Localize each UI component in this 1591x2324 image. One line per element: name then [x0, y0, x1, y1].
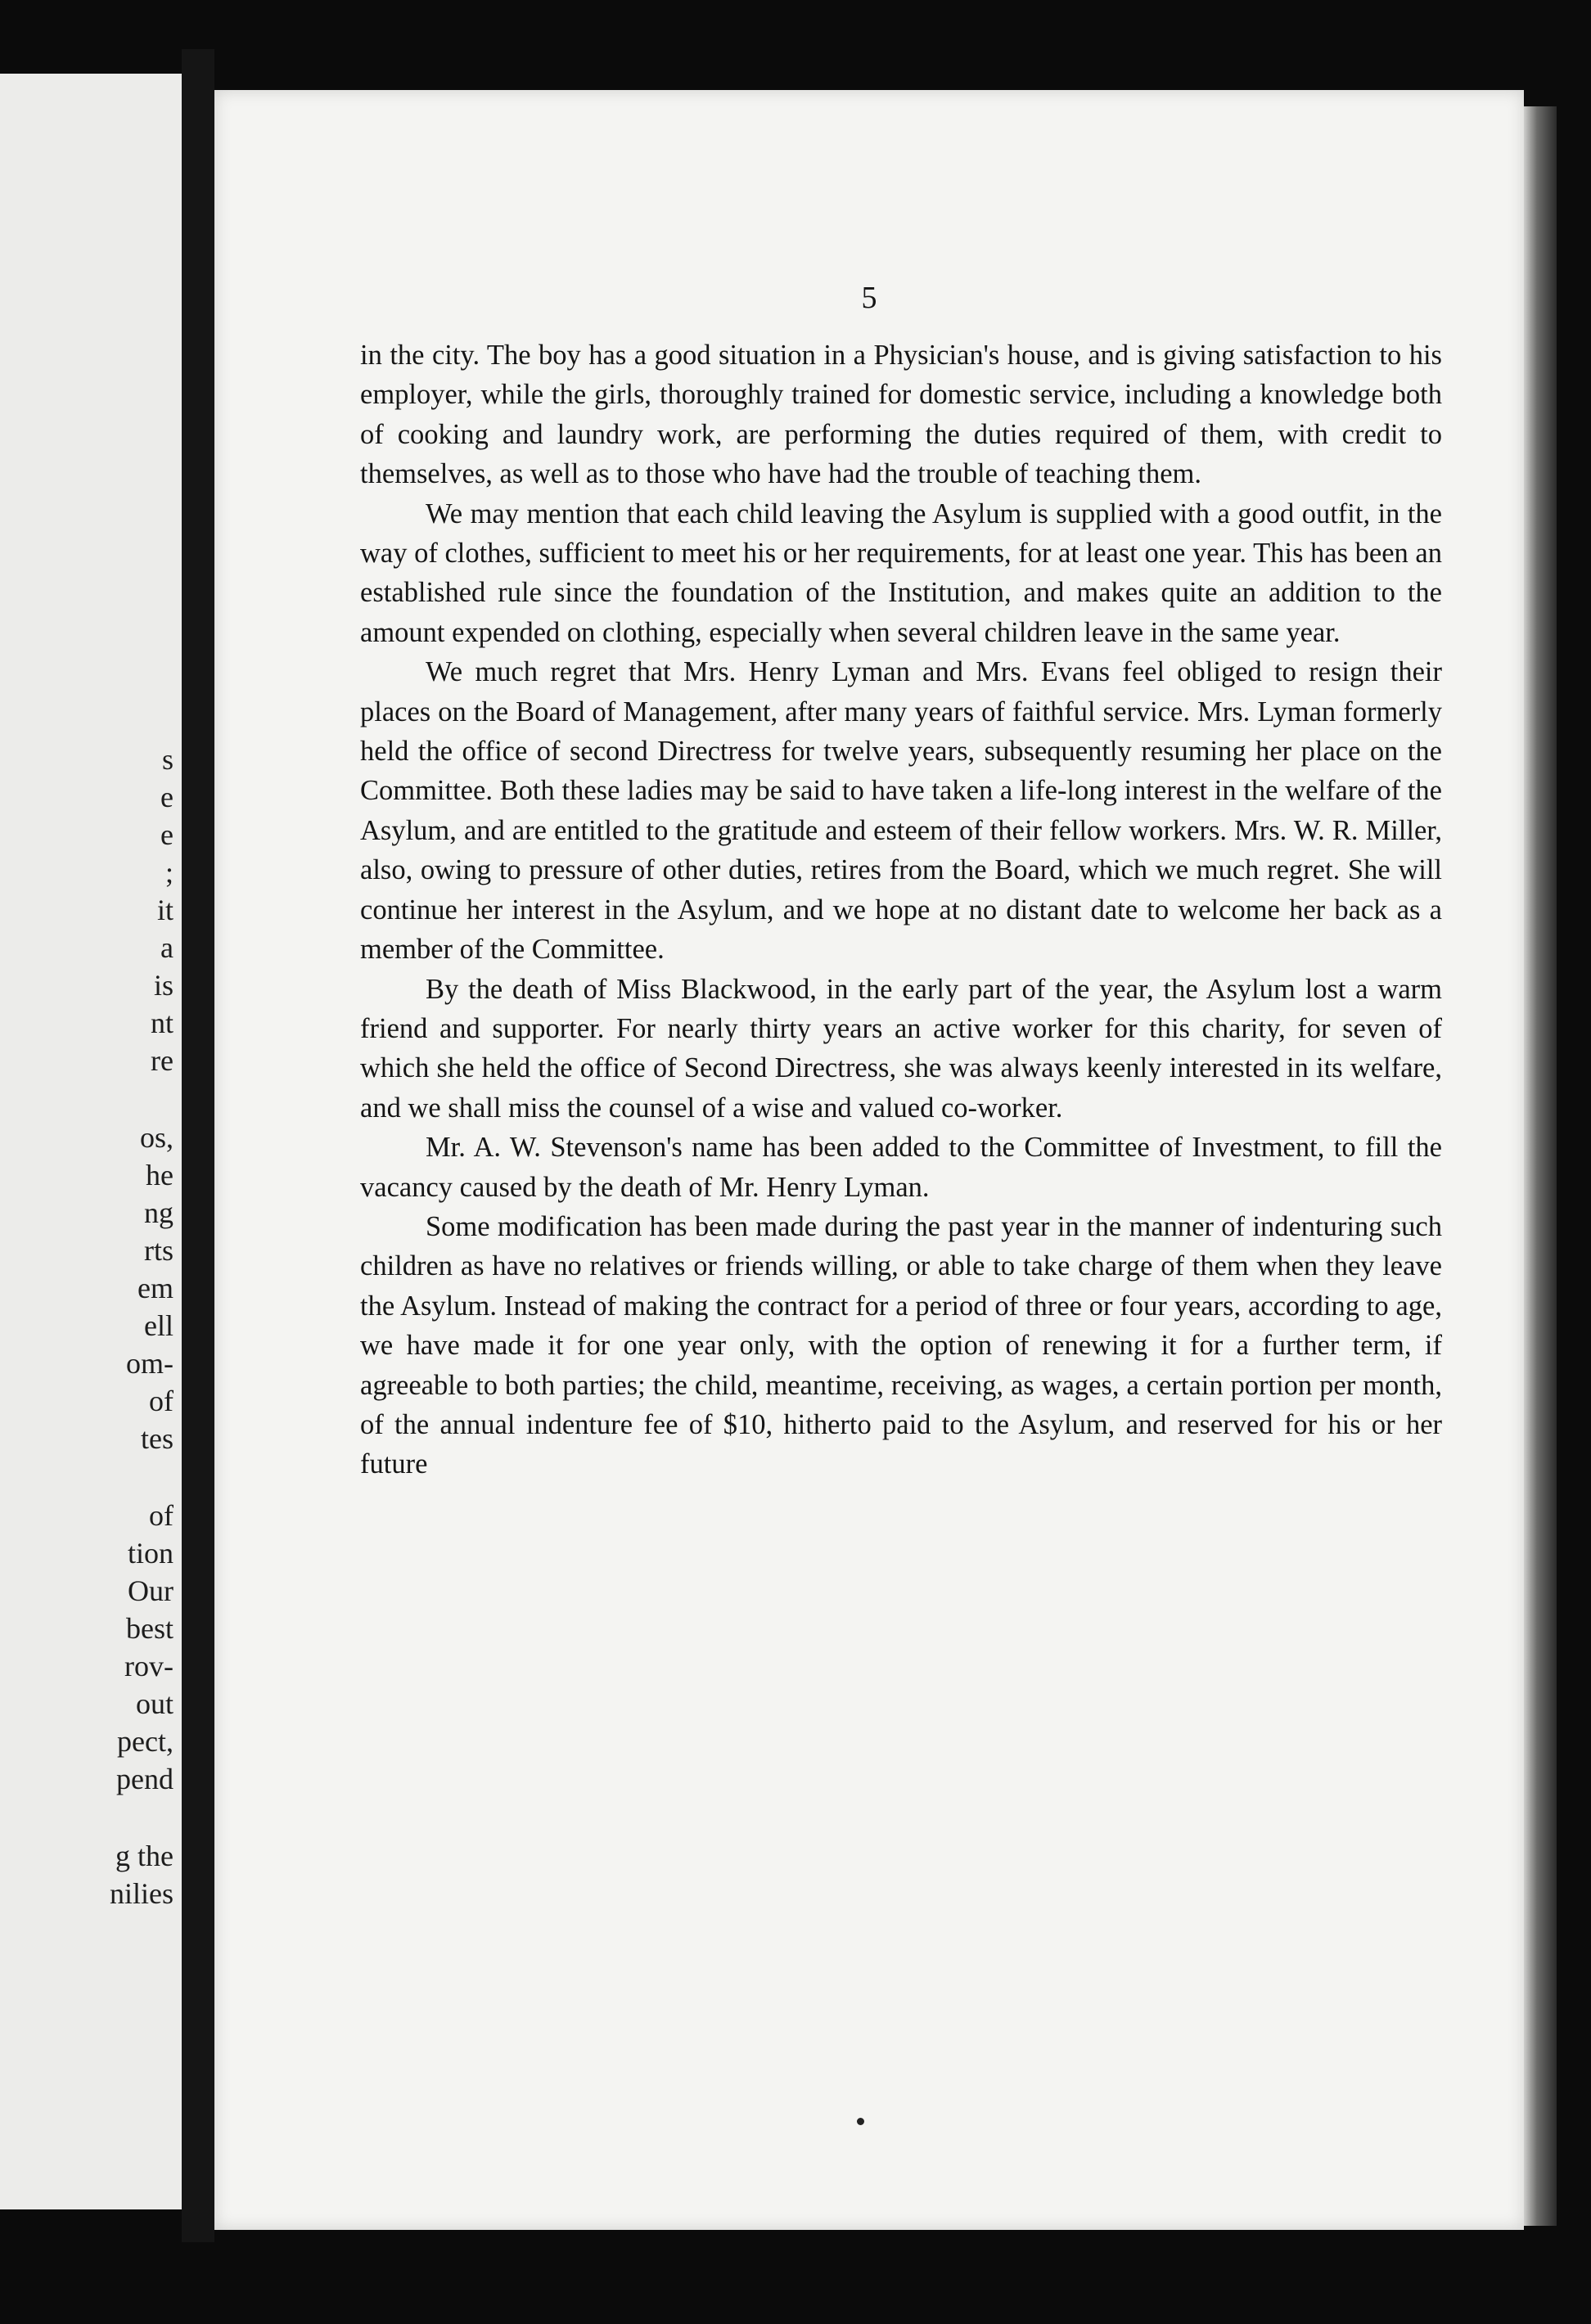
left-page-fragment: nt: [150, 1007, 174, 1039]
paragraph: By the death of Miss Blackwood, in the early part of the year, the Asylum lost a warm friend and supporter. For nearly thirty years an active worker for this charity, for seven of which she held the office of Second Directress, she was always keenly interested in its welfare, and we shall miss the counsel of a wise and valued co-worker.: [360, 973, 1442, 1124]
left-page-fragment: Our: [128, 1574, 174, 1607]
left-page-fragment: rts: [144, 1234, 174, 1267]
left-page-fragment: best: [126, 1612, 174, 1645]
left-page-fragment: pect,: [117, 1725, 174, 1758]
paragraph: We may mention that each child leaving the Asylum is supplied with a good outfit, in the way of clothes, sufficient to meet his or her requirements, for at least one year. This has been an established rule since the foundation of the Institution, and makes quite an addition to the amount expended on clothing, especially when several children leave in the same year.: [360, 498, 1442, 648]
left-page-fragment: om-: [126, 1347, 174, 1380]
left-page-fragment: a: [160, 931, 174, 964]
left-page-fragment: ng: [144, 1196, 174, 1229]
left-page-fragment: g the: [115, 1840, 174, 1872]
left-page-fragment: is: [153, 969, 174, 1002]
left-page-fragment: re: [151, 1044, 174, 1077]
left-page-fragment: os,: [139, 1121, 174, 1154]
left-page-fragment: nilies: [110, 1877, 174, 1910]
paragraph: in the city. The boy has a good situation in a Physician's house, and is giving satisfaction to his employer, while the girls, thoroughly trained for domestic service, including a knowledge both of cooking and laundry work, are performing the duties required of them, with credit to themselves, as well as to those who have had the trouble of teaching them.: [360, 340, 1442, 490]
left-page-fragment: ;: [165, 856, 174, 889]
left-page-fragment: rov-: [124, 1650, 174, 1682]
page-edge: [1524, 106, 1557, 2226]
page-number: 5: [861, 281, 877, 315]
left-page-fragment: pend: [116, 1763, 174, 1795]
left-page-fragment: out: [135, 1687, 174, 1720]
left-page-fragment: s: [161, 743, 174, 776]
book-gutter: [182, 49, 214, 2242]
left-facing-page: [0, 74, 182, 2209]
left-page-fragment: ell: [144, 1309, 174, 1342]
left-page-fragment: he: [146, 1159, 174, 1191]
left-page-fragment: tes: [141, 1422, 174, 1455]
paragraph: Mr. A. W. Stevenson's name has been added to the Committee of Investment, to fill the vacancy caused by the death of Mr. Henry Lyman.: [360, 1132, 1442, 1203]
left-page-fragment: it: [156, 894, 174, 926]
document-page: [214, 90, 1524, 2230]
left-page-fragment: of: [149, 1385, 174, 1417]
paragraph: We much regret that Mrs. Henry Lyman and Mrs. Evans feel obliged to resign their places on the Board of Management, after many years of faithful service. Mrs. Lyman formerly held the office of second Directress for twelve years, subsequently resuming her place on the Committee. Both these ladies may be said to have taken a life-long interest in the welfare of the Asylum, and are entitled to the gratitude and esteem of their fellow workers. Mrs. W. R. Miller, also, owing to pressure of other duties, retires from the Board, which we much regret. She will continue her interest in the Asylum, and we hope at no distant date to welcome her back as a member of the Committee.: [360, 656, 1442, 966]
paragraph: Some modification has been made during the past year in the manner of indenturing such children as have no relatives or friends willing, or able to take charge of them when they leave the Asylum. Instead of making the contract for a period of three or four years, according to age, we have made it for one year only, with the option of renewing it for a further term, if agreeable to both parties; the child, meantime, receiving, as wages, a certain portion per month, of the annual indenture fee of $10, hitherto paid to the Asylum, and reserved for his or her future: [360, 1210, 1442, 1480]
left-page-fragment: em: [137, 1272, 174, 1304]
page-body: [360, 336, 1442, 1484]
ink-dot: [857, 2118, 864, 2125]
left-page-fragment: of: [149, 1499, 174, 1532]
left-page-fragment: e: [160, 818, 174, 851]
left-page-fragment: e: [160, 781, 174, 813]
left-page-fragment: tion: [127, 1537, 174, 1570]
